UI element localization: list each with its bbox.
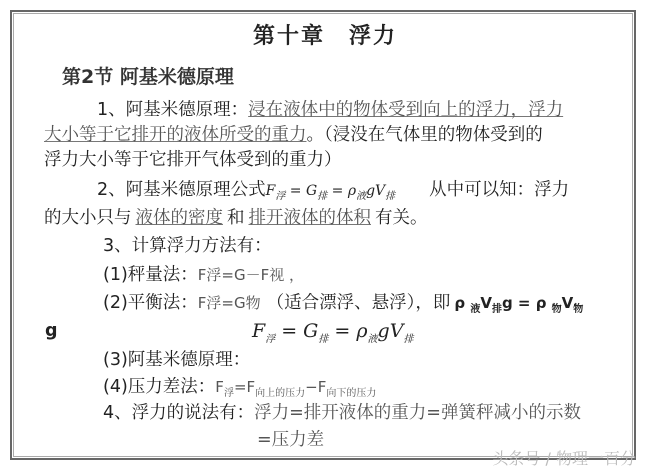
p2-suffix: 从中可以知：浮力 bbox=[429, 180, 570, 200]
p4-heading: 4、浮力的说法有： bbox=[103, 403, 255, 423]
watermark: 头条号 / 物理一百分 bbox=[492, 449, 636, 468]
p1-line3: 浮力大小等于它排开气体受到的重力） bbox=[44, 150, 342, 170]
blank-liquid-density: 液体的密度 bbox=[135, 208, 223, 228]
p1-rest-a: 。（浸没在气体里的物体受到的 bbox=[306, 125, 543, 145]
method-2-formula: F浮=G物 bbox=[197, 294, 261, 312]
method-3-label: (3)阿基米德原理： bbox=[103, 350, 251, 370]
p2-line2-c: 有关。 bbox=[375, 208, 428, 228]
p2-line1 bbox=[97, 179, 569, 208]
method-2-g: g bbox=[45, 321, 58, 341]
p4-text: 浮力=排开液体的重力=弹簧秤减小的示数 bbox=[254, 403, 581, 423]
p2-line2-b: 和 bbox=[227, 208, 245, 228]
method-2-note: （适合漂浮、悬浮），即 bbox=[266, 293, 451, 313]
method-3-formula: $F_浮 = G_排 = \rho_液gV_排$ bbox=[252, 320, 414, 345]
p2-line2-a: 的大小只与 bbox=[44, 208, 132, 228]
chapter-title: 第十章 浮力 bbox=[252, 24, 397, 49]
p4-line1 bbox=[103, 402, 581, 424]
p2-line2 bbox=[44, 207, 428, 229]
p4-line2: =压力差 bbox=[257, 430, 325, 450]
p1-line1 bbox=[97, 99, 563, 121]
method-1-label: (1)秤量法： bbox=[103, 265, 198, 285]
p1-prefix: 1、阿基米德原理： bbox=[97, 100, 249, 120]
p1-line2 bbox=[44, 124, 543, 146]
method-1 bbox=[103, 264, 304, 286]
p2-formula: $F_浮 = G_排 = \rho_液gV_排$ bbox=[265, 183, 396, 202]
section-heading: 第2节 阿基米德原理 bbox=[62, 66, 234, 88]
method-2 bbox=[103, 292, 583, 321]
method-4-label: (4)压力差法： bbox=[103, 377, 216, 397]
method-1-formula: F浮=G－F视 ， bbox=[197, 266, 305, 284]
p1-underline-a: 浸在液体中的物体受到向上的浮力，浮力 bbox=[248, 100, 564, 120]
p2-prefix: 2、阿基米德原理公式 bbox=[97, 180, 266, 200]
method-4 bbox=[103, 376, 376, 405]
method-2-label: (2)平衡法： bbox=[103, 293, 198, 313]
p1-underline-b: 大小等于它排开的液体所受的重力 bbox=[44, 125, 307, 145]
blank-displaced-volume: 排开液体的体积 bbox=[248, 208, 371, 228]
method-4-formula: $F_浮=F_{向上的压力}-F_{向下的压力}$ bbox=[215, 378, 377, 399]
method-2-eq: ρ $_液V_排g = \rho$ $_物V_物$ bbox=[454, 294, 584, 315]
p3-heading: 3、计算浮力方法有： bbox=[103, 236, 272, 256]
